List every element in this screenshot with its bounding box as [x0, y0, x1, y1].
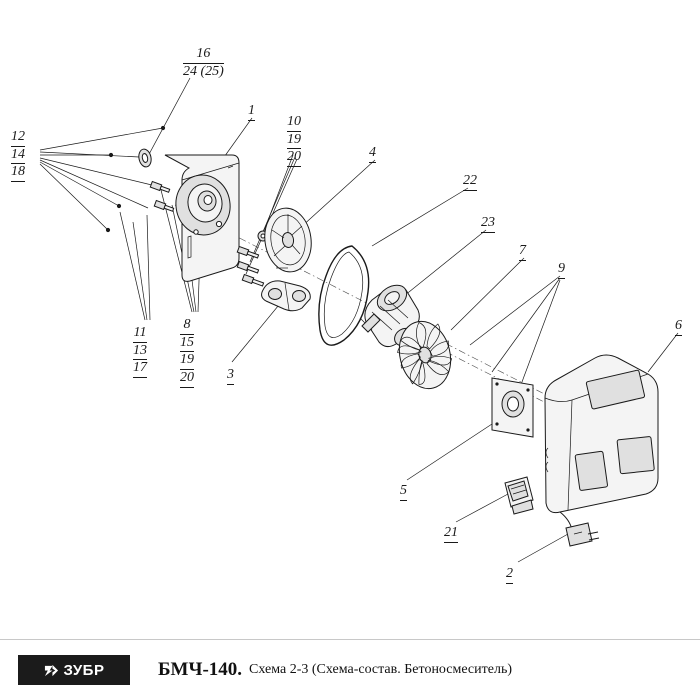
callout-3 — [227, 368, 234, 386]
callout-number: 16 — [196, 46, 211, 61]
part-fan-mount-plate — [492, 378, 533, 437]
callout-number: 17 — [133, 360, 147, 376]
callout-rule — [180, 387, 194, 388]
callout-21 — [444, 526, 458, 544]
callout-number: 18 — [11, 164, 25, 180]
callout-number: 15 — [180, 334, 194, 350]
callout-6 — [675, 319, 682, 337]
callout-number: 19 — [180, 352, 194, 368]
brand-name: ЗУБР — [63, 661, 105, 679]
callout-rule — [133, 377, 147, 378]
callout-22 — [463, 174, 477, 192]
callout-number: 20 — [287, 149, 301, 165]
callout-number: 22 — [463, 173, 477, 188]
part-power-cord-plug — [560, 512, 599, 546]
callout-number: 5 — [400, 483, 407, 498]
callout-rule — [400, 500, 407, 501]
footer-bar — [0, 639, 700, 700]
callout-rule — [369, 162, 376, 163]
callout-number: 9 — [558, 261, 565, 276]
callout-rule — [463, 190, 477, 191]
part-power-switch — [505, 477, 533, 514]
callout-4 — [369, 146, 376, 164]
callout-number: 14 — [11, 146, 25, 162]
callout-rule — [481, 232, 495, 233]
callout-number: 7 — [519, 243, 526, 258]
brand-logo — [18, 655, 130, 685]
page-subtitle: Схема 2-3 (Схема-состав. Бетоносмеситель) — [249, 662, 512, 677]
callout-5 — [400, 484, 407, 502]
callout-16-24-25 — [183, 47, 224, 79]
part-drive-belt — [319, 246, 369, 345]
callout-7 — [519, 244, 526, 262]
callout-number: 4 — [369, 145, 376, 160]
callout-number: 19 — [287, 131, 301, 147]
callout-10-19-20 — [287, 115, 301, 168]
callout-number: 20 — [180, 370, 194, 386]
callout-rule — [248, 120, 255, 121]
callout-number: 23 — [481, 215, 495, 230]
callout-number: 11 — [133, 325, 147, 340]
callout-rule — [558, 278, 565, 279]
callout-number: 3 — [227, 367, 234, 382]
leader-lines-left — [40, 126, 165, 232]
callout-rule — [287, 166, 301, 167]
part-motor-housing-cover — [545, 355, 658, 513]
callout-1 — [248, 104, 255, 122]
callout-rule — [519, 260, 526, 261]
callout-rule — [506, 583, 513, 584]
callout-number: 12 — [11, 129, 25, 144]
callout-number: 10 — [287, 114, 301, 129]
part-drive-pulley — [261, 205, 315, 275]
callout-rule — [444, 542, 458, 543]
arrow-logo-icon — [44, 663, 59, 678]
callout-9 — [558, 262, 565, 280]
page-title: БМЧ-140. — [158, 659, 243, 680]
callout-rule — [675, 335, 682, 336]
part-rear-cover-plate — [165, 155, 239, 281]
callout-8-15-19-20 — [180, 318, 194, 389]
callout-number: 8 — [183, 317, 191, 332]
callout-2 — [506, 567, 513, 585]
callout-rule — [11, 181, 25, 182]
callout-number: 2 — [506, 566, 513, 581]
callout-11-13-17 — [133, 326, 147, 379]
callout-number: 1 — [248, 103, 255, 118]
callout-12-14-18 — [11, 130, 25, 183]
callout-number: 13 — [133, 342, 147, 358]
callout-number: 21 — [444, 525, 458, 540]
callout-number: 6 — [675, 318, 682, 333]
part-motor-bracket — [262, 281, 311, 311]
callout-number: 24 (25) — [183, 63, 224, 79]
callout-rule — [227, 384, 234, 385]
callout-23 — [481, 216, 495, 234]
